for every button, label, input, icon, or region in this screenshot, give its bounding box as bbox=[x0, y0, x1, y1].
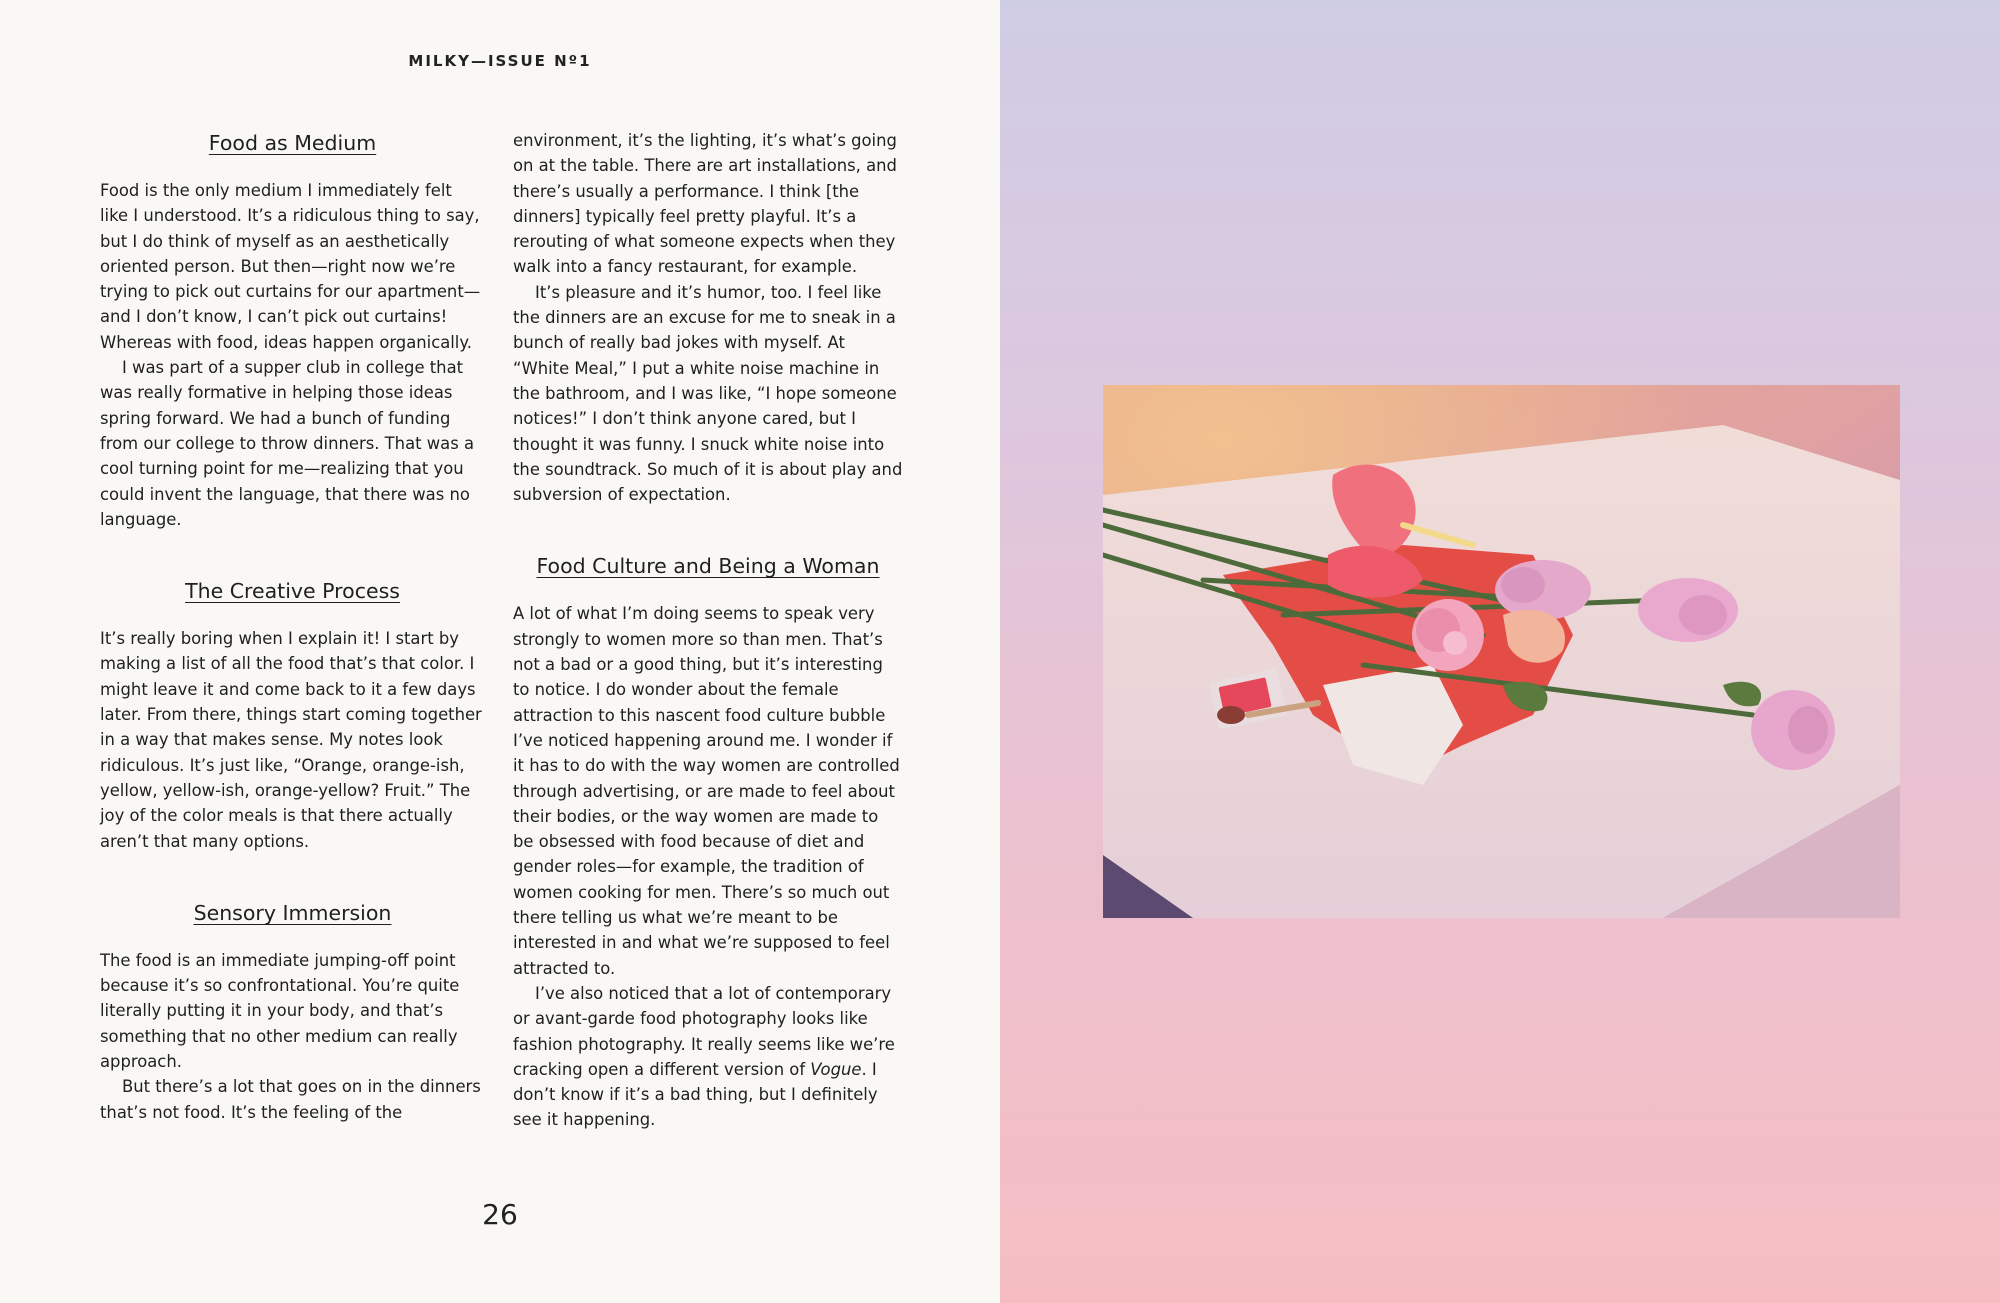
paragraph: The food is an immediate jumping-off point because it’s so confrontational. You’re quite literally putting it in your body, and that’s something that no other medium can really approach. bbox=[100, 950, 460, 1072]
paragraph bbox=[513, 981, 903, 1133]
page-number: 26 bbox=[482, 1198, 518, 1231]
paragraph: Food is the only medium I immediately felt like I understood. It’s a ridiculous thing to say, but I do think of myself as an aesthetically oriented person. But then—right now we’re trying to pick out curtains for our apartment—and I don’t know, I can’t pick out curtains! Whereas with food, ideas happen organically. bbox=[100, 181, 481, 352]
photo-flowers-still-life bbox=[1103, 385, 1900, 918]
paragraph-continued: environment, it’s the lighting, it’s what’s going on at the table. There are art installations, and there’s usually a performance. I think [the dinners] typically feel pretty playful. It’s a rerouting of what someone expects when they walk into a fancy restaurant, for example. bbox=[513, 131, 897, 277]
paragraph: A lot of what I’m doing seems to speak very strongly to women more so than men. That’s not a bad or a good thing, but it’s interesting to notice. I do wonder about the female attraction to this nascent food culture bubble I’ve noticed happening around me. I wonder if it has to do with the way women are controlled through advertising, or are made to feel about their bodies, or the way women are made to be obsessed with food because of diet and gender roles—for example, the tradition of women cooking for men. There’s so much out there telling us what we’re meant to be interested in and what we’re supposed to feel attracted to. bbox=[513, 604, 900, 978]
section-heading-sensory-immersion: Sensory Immersion bbox=[193, 900, 392, 925]
paragraph: But there’s a lot that goes on in the dinners that’s not food. It’s the feeling of the bbox=[100, 1077, 481, 1122]
paragraph-text: . I don’t know if it’s a bad thing, but I definitely see it happening. bbox=[513, 1059, 878, 1130]
text-column-right bbox=[513, 128, 903, 1133]
paragraph-text: I’ve also noticed that a lot of contemporary or avant-garde food photography looks like fashion photography. It really seems like we’re cracking open a different version of bbox=[513, 983, 895, 1079]
right-page-gradient bbox=[1000, 0, 2000, 1303]
section-heading-food-as-medium: Food as Medium bbox=[208, 131, 377, 155]
running-title: MILKY—ISSUE Nº1 bbox=[408, 52, 592, 70]
paragraph: It’s pleasure and it’s humor, too. I feel like the dinners are an excuse for me to sneak in a bunch of really bad jokes with myself. At “White Meal,” I put a white noise machine in the bathroom, and I was like, “I hope someone notices!” I don’t think anyone cared, but I thought it was funny. I snuck white noise into the soundtrack. So much of it is about play and subversion of expectation. bbox=[513, 282, 903, 505]
paragraph: It’s really boring when I explain it! I start by making a list of all the food that’s that color. I might leave it and come back to it a few days later. From there, things start coming together in a way that makes sense. My notes look ridiculous. It’s just like, “Orange, orange-ish, yellow, yellow-ish, orange-yellow? Fruit.” The joy of the color meals is that there actually aren’t that many options. bbox=[100, 629, 482, 851]
paragraph: I was part of a supper club in college that was really formative in helping those ideas spring forward. We had a bunch of funding from our college to throw dinners. That was a cool turning point for me—realizing that you could invent the language, that there was no language. bbox=[100, 358, 474, 529]
italic-title: Vogue bbox=[810, 1059, 862, 1079]
text-column-left bbox=[100, 128, 485, 1125]
section-heading-food-culture: Food Culture and Being a Woman bbox=[536, 554, 880, 579]
section-heading-creative-process: The Creative Process bbox=[185, 579, 400, 604]
